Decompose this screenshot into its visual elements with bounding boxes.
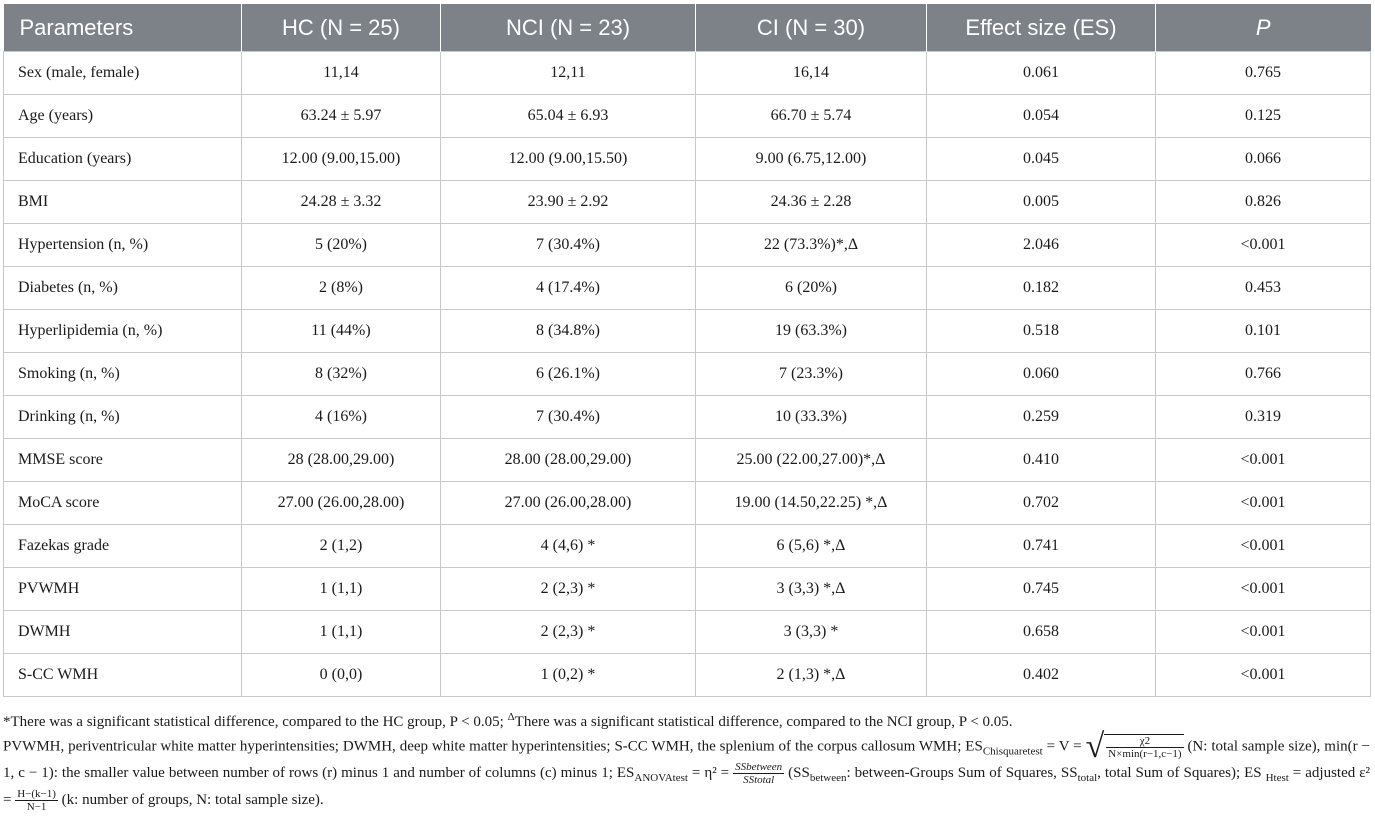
fraction-denominator: N×min(r−1,c−1)	[1108, 748, 1182, 760]
cell-effect-size: 2.046	[927, 224, 1156, 267]
cell-effect-size: 0.658	[927, 611, 1156, 654]
footnote-text: (SS	[784, 765, 810, 782]
cell-nci: 1 (0,2) *	[441, 654, 696, 697]
cell-nci: 2 (2,3) *	[441, 611, 696, 654]
cell-nci: 4 (4,6) *	[441, 525, 696, 568]
cell-hc: 11 (44%)	[242, 310, 441, 353]
cell-nci: 8 (34.8%)	[441, 310, 696, 353]
cell-hc: 4 (16%)	[242, 396, 441, 439]
fraction-denominator: N−1	[26, 801, 47, 814]
cell-parameter: BMI	[4, 181, 242, 224]
cell-parameter: Sex (male, female)	[4, 52, 242, 95]
cell-p: <0.001	[1156, 611, 1371, 654]
cell-hc: 27.00 (26.00,28.00)	[242, 482, 441, 525]
header-p: P	[1156, 4, 1371, 52]
cell-ci: 3 (3,3) *,Δ	[696, 568, 927, 611]
footnote-text: (N: total sample size), min(r − 1, c − 1): the smaller value between number of rows (r) minus 1 and number of columns (c) minus 1; ES	[3, 738, 1370, 782]
fraction-chi-square	[1106, 735, 1183, 760]
table-row	[4, 138, 1371, 181]
cell-nci: 23.90 ± 2.92	[441, 181, 696, 224]
cell-hc: 0 (0,0)	[242, 654, 441, 697]
footnote-subscript: ANOVAtest	[634, 772, 688, 785]
fraction-numerator: H−(k−1)	[17, 788, 56, 801]
cell-parameter: S-CC WMH	[4, 654, 242, 697]
fraction-epsilon-squared	[15, 788, 58, 813]
sqrt-content	[1104, 734, 1183, 760]
table-header-row	[4, 4, 1371, 52]
cell-parameter: PVWMH	[4, 568, 242, 611]
footnote-text: = adjusted ε² =	[3, 765, 1370, 809]
cell-effect-size: 0.402	[927, 654, 1156, 697]
cell-effect-size: 0.054	[927, 95, 1156, 138]
cell-parameter: Age (years)	[4, 95, 242, 138]
cell-p: 0.453	[1156, 267, 1371, 310]
table-row	[4, 482, 1371, 525]
cell-parameter: MoCA score	[4, 482, 242, 525]
cell-nci: 7 (30.4%)	[441, 224, 696, 267]
footnote-subscript: between	[809, 772, 847, 785]
cell-ci: 16,14	[696, 52, 927, 95]
table-row	[4, 224, 1371, 267]
cell-hc: 2 (1,2)	[242, 525, 441, 568]
parameters-table	[3, 4, 1371, 697]
footnote-text: : between-Groups Sum of Squares, SS	[846, 765, 1078, 782]
cell-ci: 19 (63.3%)	[696, 310, 927, 353]
cell-hc: 28 (28.00,29.00)	[242, 439, 441, 482]
data-table-container	[3, 4, 1370, 697]
cell-effect-size: 0.259	[927, 396, 1156, 439]
cell-effect-size: 0.005	[927, 181, 1156, 224]
cell-parameter: Education (years)	[4, 138, 242, 181]
cell-ci: 7 (23.3%)	[696, 353, 927, 396]
cell-ci: 24.36 ± 2.28	[696, 181, 927, 224]
table-row	[4, 568, 1371, 611]
cell-effect-size: 0.045	[927, 138, 1156, 181]
cell-hc: 12.00 (9.00,15.00)	[242, 138, 441, 181]
cell-p: 0.766	[1156, 353, 1371, 396]
cell-parameter: MMSE score	[4, 439, 242, 482]
cell-nci: 65.04 ± 6.93	[441, 95, 696, 138]
header-parameters: Parameters	[4, 4, 242, 52]
footnote-significance	[3, 707, 1370, 732]
cell-effect-size: 0.060	[927, 353, 1156, 396]
cell-parameter: Diabetes (n, %)	[4, 267, 242, 310]
footnote-text: PVWMH, periventricular white matter hyperintensities; DWMH, deep white matter hyperintensities; S-CC WMH, the splenium of the corpus callosum WMH; ES	[3, 738, 983, 755]
cell-nci: 7 (30.4%)	[441, 396, 696, 439]
footnote-subscript: total	[1077, 772, 1098, 785]
cell-nci: 28.00 (28.00,29.00)	[441, 439, 696, 482]
cell-p: 0.765	[1156, 52, 1371, 95]
table-row	[4, 396, 1371, 439]
table-row	[4, 95, 1371, 138]
cell-p: 0.826	[1156, 181, 1371, 224]
footnote-subscript: Htest	[1265, 772, 1289, 785]
footnote-subscript: Chisquaretest	[982, 745, 1043, 758]
cell-p: 0.101	[1156, 310, 1371, 353]
cell-ci: 6 (20%)	[696, 267, 927, 310]
footnote-significance-a: *There was a significant statistical difference, compared to the HC group, P < 0.05;	[3, 714, 508, 730]
footnote-text: = η² =	[687, 765, 734, 782]
cell-nci: 12.00 (9.00,15.50)	[441, 138, 696, 181]
cell-effect-size: 0.702	[927, 482, 1156, 525]
cell-effect-size: 0.061	[927, 52, 1156, 95]
cell-p: 0.319	[1156, 396, 1371, 439]
table-row	[4, 654, 1371, 697]
cell-parameter: Hypertension (n, %)	[4, 224, 242, 267]
cell-nci: 12,11	[441, 52, 696, 95]
cell-p: 0.066	[1156, 138, 1371, 181]
footnote-text: (k: number of groups, N: total sample size).	[57, 792, 324, 809]
footnote-delta-mark: Δ	[507, 711, 515, 723]
cell-effect-size: 0.410	[927, 439, 1156, 482]
cell-nci: 27.00 (26.00,28.00)	[441, 482, 696, 525]
cell-nci: 6 (26.1%)	[441, 353, 696, 396]
table-row	[4, 611, 1371, 654]
cell-parameter: Hyperlipidemia (n, %)	[4, 310, 242, 353]
cell-nci: 4 (17.4%)	[441, 267, 696, 310]
table-row	[4, 267, 1371, 310]
cell-ci: 3 (3,3) *	[696, 611, 927, 654]
header-hc: HC (N = 25)	[242, 4, 441, 52]
cell-effect-size: 0.741	[927, 525, 1156, 568]
cell-ci: 22 (73.3%)*,Δ	[696, 224, 927, 267]
footnote-significance-b: There was a significant statistical difference, compared to the NCI group, P < 0.05.	[514, 714, 1013, 730]
table-row	[4, 353, 1371, 396]
cell-parameter: DWMH	[4, 611, 242, 654]
sqrt-symbol: √	[1085, 728, 1105, 765]
cell-hc: 24.28 ± 3.32	[242, 181, 441, 224]
table-row	[4, 310, 1371, 353]
fraction-numerator: χ2	[1106, 735, 1183, 748]
cell-nci: 2 (2,3) *	[441, 568, 696, 611]
cell-effect-size: 0.182	[927, 267, 1156, 310]
table-row	[4, 439, 1371, 482]
cell-ci: 10 (33.3%)	[696, 396, 927, 439]
footnote-text: = V =	[1042, 738, 1086, 755]
cell-p: <0.001	[1156, 525, 1371, 568]
cell-effect-size: 0.745	[927, 568, 1156, 611]
cell-effect-size: 0.518	[927, 310, 1156, 353]
cell-ci: 25.00 (22.00,27.00)*,Δ	[696, 439, 927, 482]
cell-ci: 9.00 (6.75,12.00)	[696, 138, 927, 181]
table-row	[4, 181, 1371, 224]
cell-p: <0.001	[1156, 224, 1371, 267]
cell-ci: 2 (1,3) *,Δ	[696, 654, 927, 697]
cell-hc: 63.24 ± 5.97	[242, 95, 441, 138]
cell-hc: 8 (32%)	[242, 353, 441, 396]
table-row	[4, 525, 1371, 568]
cell-ci: 66.70 ± 5.74	[696, 95, 927, 138]
fraction-denominator: SStotal	[743, 774, 775, 787]
cell-hc: 1 (1,1)	[242, 611, 441, 654]
cell-hc: 2 (8%)	[242, 267, 441, 310]
cell-parameter: Drinking (n, %)	[4, 396, 242, 439]
cell-ci: 19.00 (14.50,22.25) *,Δ	[696, 482, 927, 525]
fraction-eta-squared	[733, 761, 784, 786]
cell-hc: 1 (1,1)	[242, 568, 441, 611]
table-row	[4, 52, 1371, 95]
header-ci: CI (N = 30)	[696, 4, 927, 52]
cell-p: <0.001	[1156, 568, 1371, 611]
cell-hc: 5 (20%)	[242, 224, 441, 267]
header-nci: NCI (N = 23)	[441, 4, 696, 52]
footnote-abbreviations	[3, 728, 1370, 814]
cell-parameter: Smoking (n, %)	[4, 353, 242, 396]
cell-hc: 11,14	[242, 52, 441, 95]
footnote-text: , total Sum of Squares); ES	[1097, 765, 1266, 782]
cell-p: <0.001	[1156, 482, 1371, 525]
fraction-numerator: SSbetween	[735, 761, 783, 774]
header-effect-size: Effect size (ES)	[927, 4, 1156, 52]
cell-p: <0.001	[1156, 654, 1371, 697]
cell-parameter: Fazekas grade	[4, 525, 242, 568]
cell-p: 0.125	[1156, 95, 1371, 138]
cell-ci: 6 (5,6) *,Δ	[696, 525, 927, 568]
cell-p: <0.001	[1156, 439, 1371, 482]
